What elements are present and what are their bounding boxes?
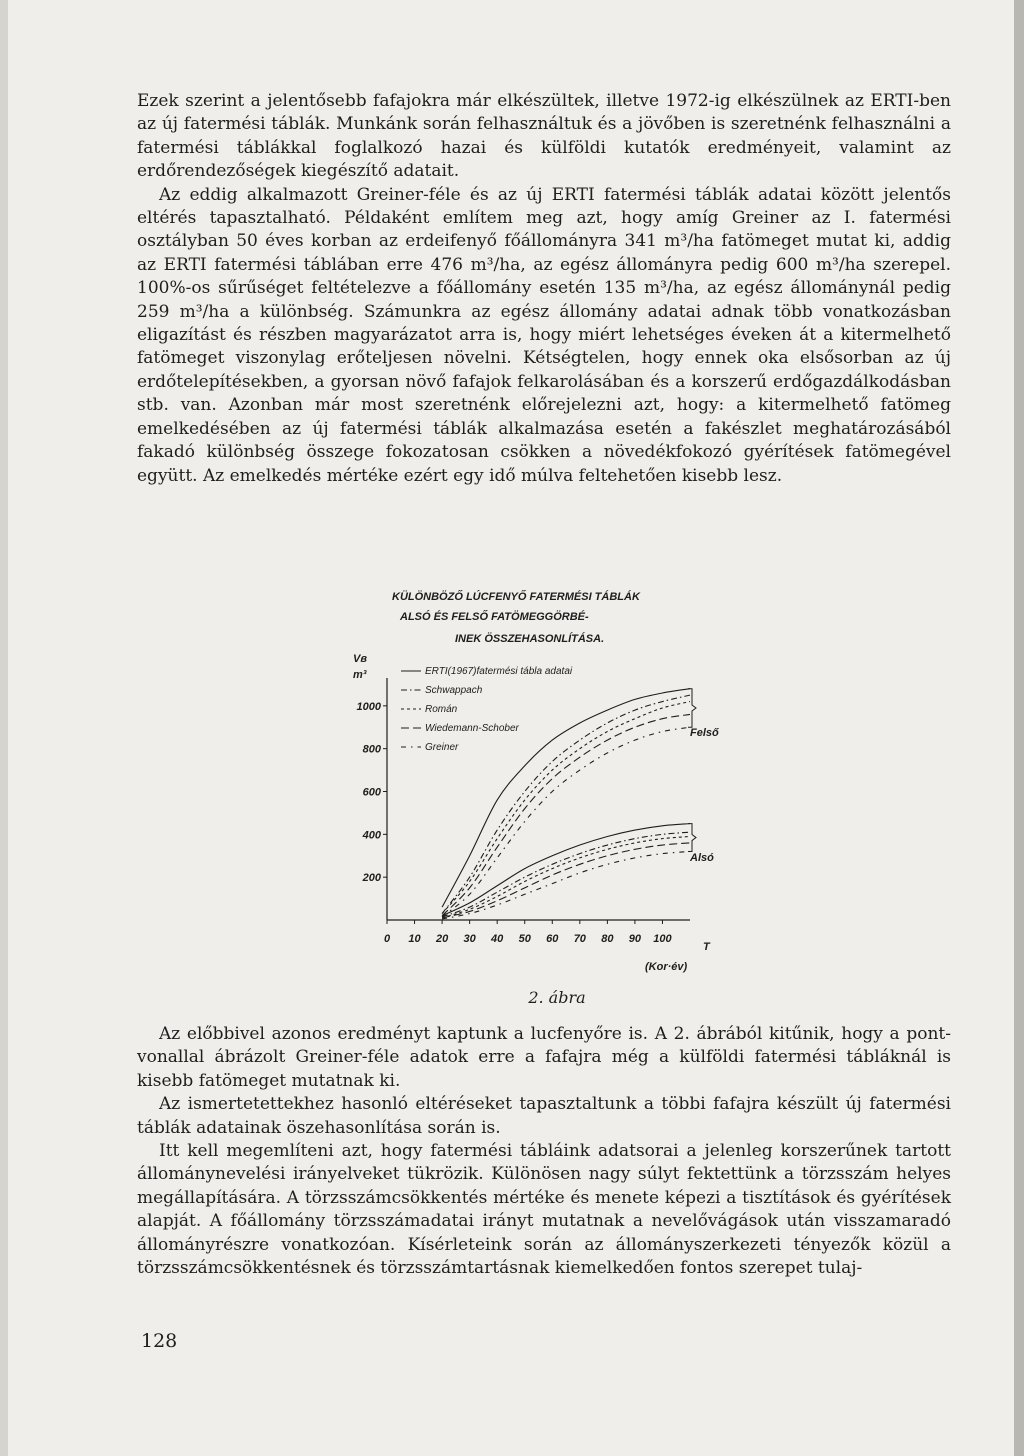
paragraph: Ezek szerint a jelentősebb fafajokra már elkészültek, illetve 1972-ig elkészülnek az ERTI-ben az új fatermési táblák. Munkánk során felhasználtuk és a jövőben is szeretnénk felhasználni a fatermési táblákkal foglalkozó hazai és külföldi kutatók eredményeit, valamint az erdőrendezőségek kiegészítő adatait. — [137, 91, 951, 182]
x-tick-label: 50 — [518, 933, 531, 945]
paragraph: Az előbbivel azonos eredményt kaptunk a lucfenyőre is. A 2. ábrából kitűnik, hogy a pont-vonallal ábrázolt Greiner-féle adatok erre a fafajra még a külföldi fatermési tábláknál is kisebb fatömeget mutatnak ki. — [137, 1024, 951, 1091]
paragraph: Az ismertetettekhez hasonló eltéréseket tapasztaltunk a többi fafajra készült új fatermési táblák adatainak öszehasonlítása során is. — [137, 1094, 951, 1138]
x-tick-label: 80 — [601, 933, 614, 945]
y-tick-label: 400 — [362, 829, 381, 842]
body-text-bottom — [137, 1023, 951, 1280]
legend-label: Schwappach — [425, 685, 483, 696]
legend-label: ERTI(1967)fatermési tábla adatai — [425, 666, 573, 677]
chart-title-line: ALSÓ ÉS FELSŐ FATÖMEGGÖRBÉ- — [400, 611, 589, 623]
body-text-top — [137, 90, 951, 488]
y-tick-label: 600 — [362, 786, 381, 799]
chart-title-line: INEK ÖSSZEHASONLÍTÁSA. — [455, 633, 605, 645]
x-tick-label: 20 — [435, 933, 449, 945]
page-number: 128 — [141, 1330, 178, 1352]
y-axis-unit: m³ — [353, 669, 367, 681]
x-tick-label: 70 — [573, 933, 586, 945]
x-tick-label: 10 — [408, 933, 421, 945]
x-tick-label: 90 — [628, 933, 642, 945]
page-edge — [0, 0, 8, 1456]
group-label-upper: Felső — [690, 727, 719, 739]
upper-bracket — [688, 689, 696, 728]
x-tick-label: 60 — [546, 933, 559, 945]
y-axis-label: Vв — [353, 653, 367, 665]
x-axis-unit: (Kor·év) — [645, 961, 688, 973]
x-tick-label: 40 — [491, 933, 504, 945]
chart-title-line: KÜLÖNBÖZŐ LÚCFENYŐ FATERMÉSI TÁBLÁK — [392, 591, 640, 603]
series-line-upper — [442, 714, 690, 915]
x-tick-label: 0 — [383, 933, 391, 945]
legend-label: Wiedemann-Schober — [425, 723, 519, 734]
series-line-lower — [442, 836, 690, 917]
series-line-upper — [442, 727, 690, 917]
x-tick-label: 30 — [463, 933, 476, 945]
figure-chart — [345, 578, 745, 978]
legend-label: Greiner — [425, 742, 459, 753]
y-tick-label: 200 — [362, 872, 381, 885]
legend-label: Román — [425, 704, 458, 715]
series-line-lower — [442, 843, 690, 918]
x-tick-label: 100 — [653, 933, 672, 945]
y-tick-label: 800 — [362, 743, 381, 756]
x-axis-label: T — [703, 941, 710, 953]
line-chart — [345, 578, 745, 978]
y-tick-label: 1000 — [356, 700, 381, 713]
page-edge — [1014, 0, 1024, 1456]
paragraph: Itt kell megemlíteni azt, hogy fatermési tábláink adatsorai a jelenleg korszerűnek tartott állománynevelési irányelveket tükrözik. Különösen nagy súlyt fektettünk a törzsszám helyes megállapítására. A törzsszámcsökkentés mértéke és menete képezi a tisztítások és gyérítések alapját. A főállomány törzsszámadatai irányt mutatnak a nevelővágások után visszamaradó állományrészre vonatkozóan. Kísérleteink során az állományszerkezeti tényezők közül a törzsszámcsökkentésnek és törzsszámtartásnak kiemelkedően fontos szerepet tulaj- — [137, 1141, 951, 1279]
lower-bracket — [688, 824, 696, 852]
paragraph: Az eddig alkalmazott Greiner-féle és az új ERTI fatermési táblák adatai között jelentős eltérés tapasztalható. Példaként említem meg azt, hogy amíg Greiner az I. fatermési osztályban 50 éves korban az erdeifenyő főállományra 341 m³/ha fatömeget mutat ki, addig az ERTI fatermési táblában erre 476 m³/ha, az egész állományra pedig 600 m³/ha szerepel. 100%-os sűrűséget feltételezve a főállomány esetén 135 m³/ha, az egész állománynál pedig 259 m³/ha a különbség. Számunkra az egész állomány adatai adnak több vonatkozásban eligazítást és részben magyarázatot arra is, hogy miért lehetséges éveken át a kitermelhető fatömeget viszonylag erőteljesen növelni. Kétségtelen, hogy ennek oka elsősorban az új erdőtelepítésekben, a gyorsan növő fafajok felkarolásában és a korszerű erdőgazdálkodásban stb. van. Azonban már most szeretnénk előrejelezni azt, hogy: a kitermelhető fatömeg emelkedésében az új fatermési táblák alkalmazása esetén a fakészlet meghatározásából fakadó különbség összege fokozatosan csökken a növedékfokozó gyérítések fatömegével együtt. Az emelkedés mértéke ezért egy idő múlva feltehetően kisebb lesz. — [137, 184, 951, 486]
figure-caption: 2. ábra — [528, 988, 586, 1007]
group-label-lower: Alsó — [690, 852, 714, 864]
